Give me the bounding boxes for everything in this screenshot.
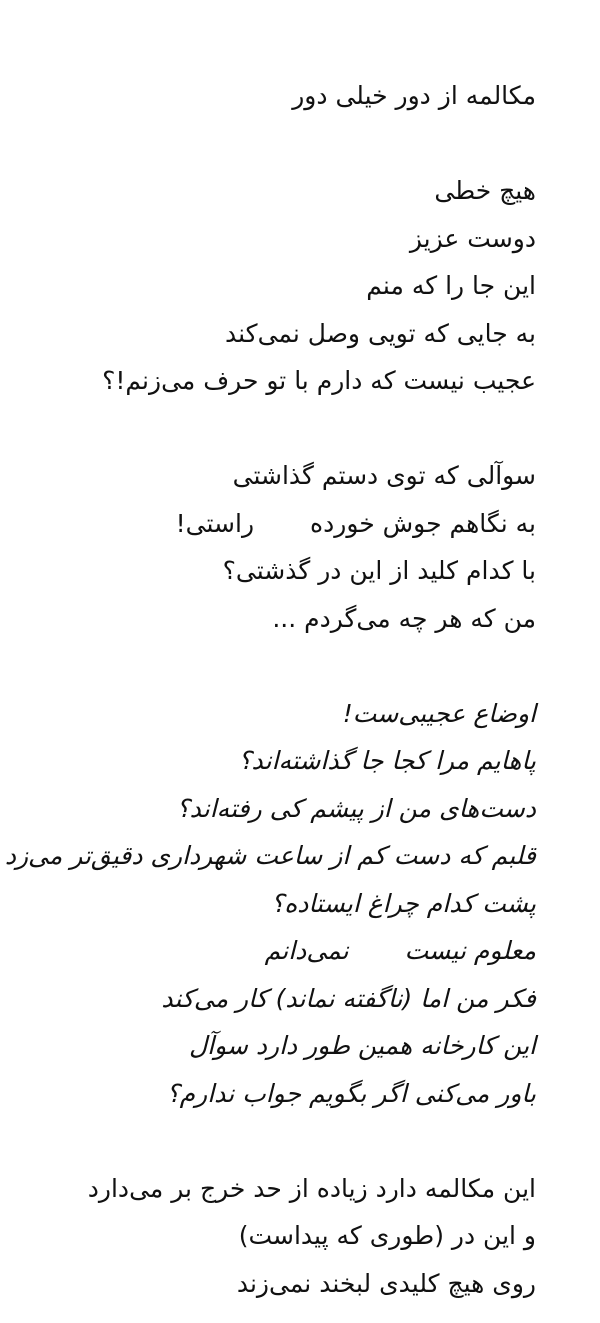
poem-line: اوضاع عجیبی‌ست! bbox=[342, 698, 536, 728]
stanza-break bbox=[16, 405, 536, 453]
poem-line: من که هر چه می‌گردم ... bbox=[272, 603, 536, 633]
poem-title: مکالمه از دور خیلی دور bbox=[292, 81, 536, 110]
poem-line: باور می‌کنی اگر بگویم جواب ندارم؟ bbox=[166, 1078, 536, 1108]
stanza-4 bbox=[16, 1165, 536, 1308]
stanza-break bbox=[16, 1117, 536, 1165]
poem-line: و این در (طوری که پیداست) bbox=[238, 1221, 536, 1250]
poem-line bbox=[16, 927, 536, 975]
stanza-3 bbox=[4, 690, 536, 1118]
poem bbox=[4, 72, 536, 1307]
stanza-1 bbox=[16, 167, 536, 405]
poem-line: دست‌های من از پیشم کی رفته‌اند؟ bbox=[176, 793, 536, 823]
poem-line: هیچ خطی bbox=[434, 176, 536, 205]
stanza-break bbox=[16, 642, 536, 690]
poem-line: به جایی که تویی وصل نمی‌کند bbox=[225, 318, 536, 348]
poem-line: با کدام کلید از این در گذشتی؟ bbox=[222, 556, 536, 585]
stanza-break bbox=[16, 120, 536, 168]
poem-line-part: به نگاهم جوش خورده bbox=[310, 508, 536, 538]
poem-line: روی هیچ کلیدی لبخند نمی‌زند bbox=[236, 1268, 536, 1298]
poem-line: این مکالمه دارد زیاده از حد خرج بر می‌دارد bbox=[87, 1173, 536, 1203]
poem-line: دوست عزیز bbox=[409, 223, 536, 253]
poem-line: سوآلی که توی دستم گذاشتی bbox=[232, 461, 536, 490]
poem-line: این جا را که منم bbox=[366, 271, 536, 300]
poem-line: عجیب نیست که دارم با تو حرف می‌زنم!؟ bbox=[102, 366, 536, 395]
poem-line: فکر من اما (ناگفته نماند) کار می‌کند bbox=[161, 983, 536, 1013]
poem-line: این کارخانه همین طور دارد سوآل bbox=[188, 1031, 536, 1060]
poem-line bbox=[16, 500, 536, 548]
poem-line-part: نمی‌دانم bbox=[264, 936, 349, 965]
stanza-2 bbox=[16, 452, 536, 642]
poem-line-part: راستی! bbox=[175, 508, 255, 538]
poem-line: پاهایم مرا کجا جا گذاشته‌اند؟ bbox=[238, 746, 536, 775]
poem-line: قلبم که دست کم از ساعت شهرداری دقیق‌تر می‌زد bbox=[4, 841, 536, 870]
poem-line-part: معلوم نیست bbox=[404, 936, 536, 965]
poem-line: پشت کدام چراغ ایستاده؟ bbox=[270, 888, 536, 918]
